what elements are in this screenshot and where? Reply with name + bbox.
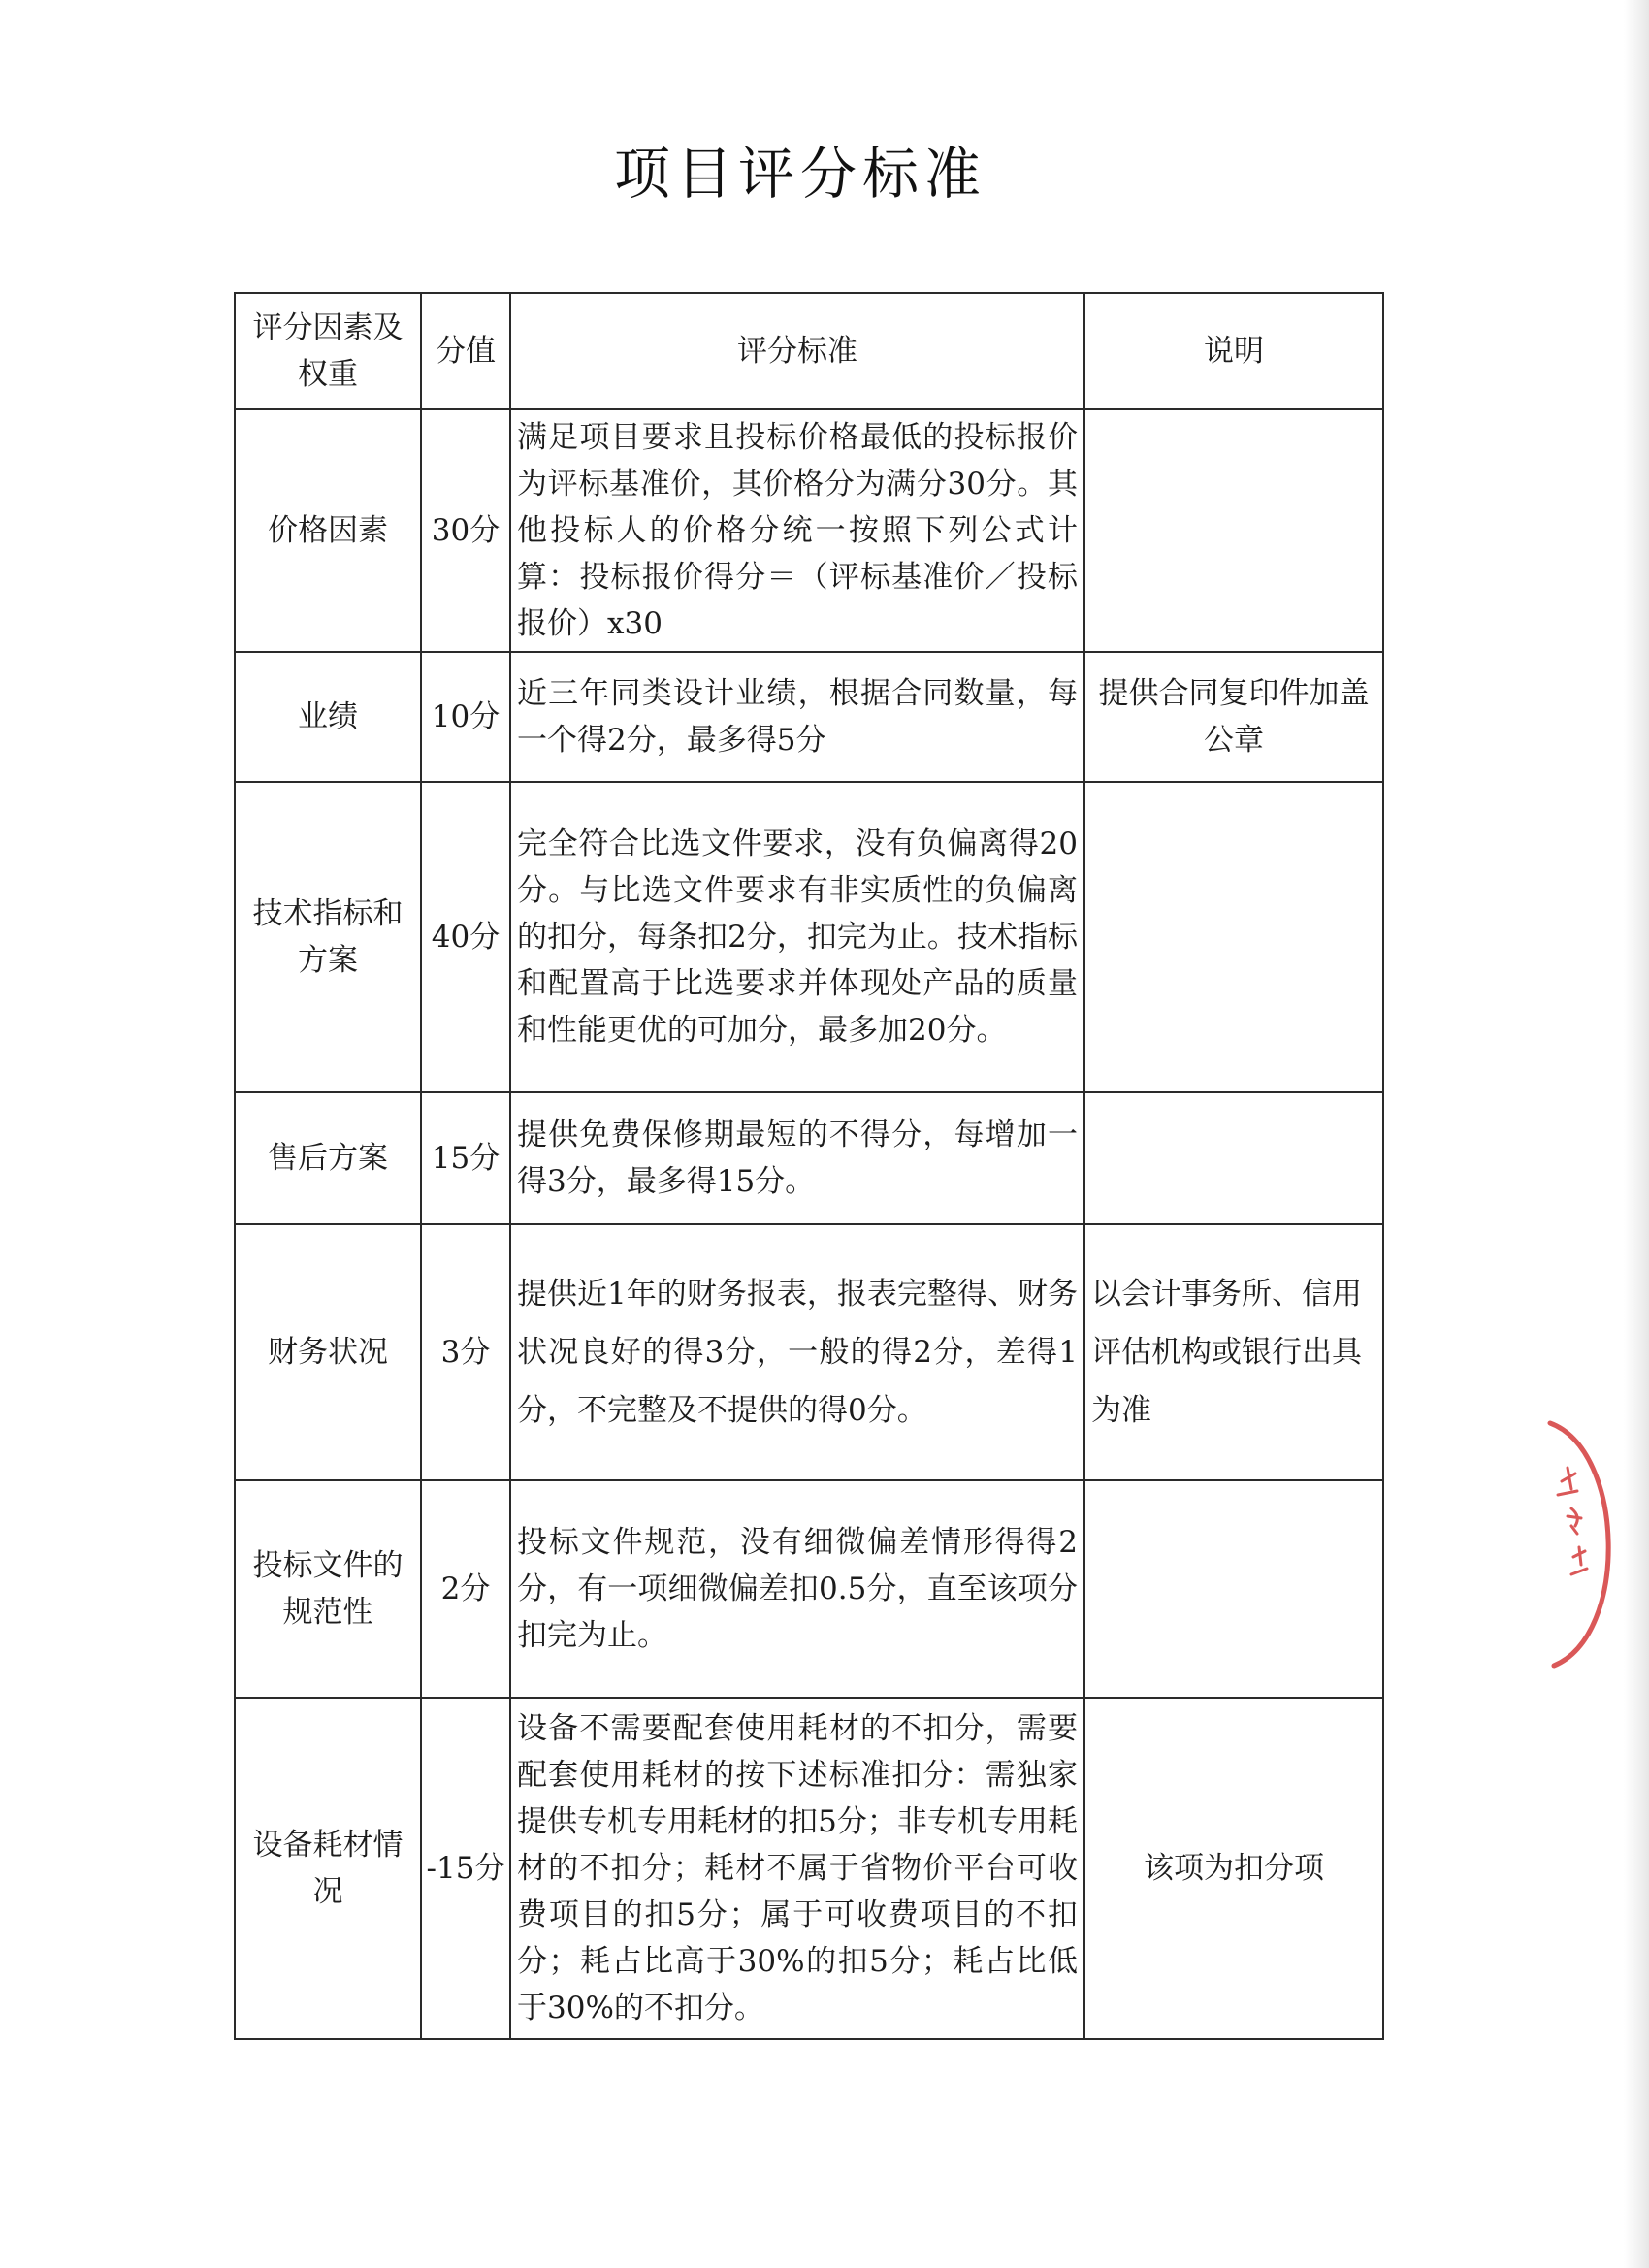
row-factor: 财务状况 bbox=[235, 1224, 421, 1480]
row-value: 10分 bbox=[421, 652, 510, 782]
row-note bbox=[1084, 1480, 1383, 1698]
row-factor: 设备耗材情况 bbox=[235, 1698, 421, 2039]
red-seal-stamp bbox=[1533, 1411, 1620, 1673]
table-header-row bbox=[235, 293, 1383, 409]
header-value: 分值 bbox=[421, 293, 510, 409]
header-standard: 评分标准 bbox=[510, 293, 1084, 409]
row-value: 2分 bbox=[421, 1480, 510, 1698]
row-factor: 售后方案 bbox=[235, 1092, 421, 1224]
row-standard: 近三年同类设计业绩，根据合同数量，每一个得2分，最多得5分 bbox=[510, 652, 1084, 782]
table-row-finance bbox=[235, 1224, 1383, 1480]
row-note bbox=[1084, 1092, 1383, 1224]
row-factor: 业绩 bbox=[235, 652, 421, 782]
table-row-performance bbox=[235, 652, 1383, 782]
row-note bbox=[1084, 782, 1383, 1092]
row-standard: 设备不需要配套使用耗材的不扣分，需要配套使用耗材的按下述标准扣分：需独家提供专机专用耗材的扣5分；非专机专用耗材的不扣分；耗材不属于省物价平台可收费项目的扣5分；属于可收费项目的不扣分；耗占比高于30%的扣5分；耗占比低于30%的不扣分。 bbox=[510, 1698, 1084, 2039]
row-factor: 技术指标和方案 bbox=[235, 782, 421, 1092]
row-factor: 价格因素 bbox=[235, 409, 421, 652]
row-note: 该项为扣分项 bbox=[1084, 1698, 1383, 2039]
row-note: 提供合同复印件加盖公章 bbox=[1084, 652, 1383, 782]
row-value: 3分 bbox=[421, 1224, 510, 1480]
row-standard: 提供免费保修期最短的不得分，每增加一得3分，最多得15分。 bbox=[510, 1092, 1084, 1224]
row-standard: 满足项目要求且投标价格最低的投标报价为评标基准价，其价格分为满分30分。其他投标人的价格分统一按照下列公式计算：投标报价得分＝（评标基准价／投标报价）x30 bbox=[510, 409, 1084, 652]
row-value: 30分 bbox=[421, 409, 510, 652]
header-note: 说明 bbox=[1084, 293, 1383, 409]
table-row-document bbox=[235, 1480, 1383, 1698]
page-edge-shadow bbox=[1624, 0, 1649, 2268]
row-factor: 投标文件的规范性 bbox=[235, 1480, 421, 1698]
table-row-price bbox=[235, 409, 1383, 652]
header-factor: 评分因素及权重 bbox=[235, 293, 421, 409]
row-note bbox=[1084, 409, 1383, 652]
page-title: 项目评分标准 bbox=[613, 141, 986, 207]
row-value: -15分 bbox=[421, 1698, 510, 2039]
row-value: 15分 bbox=[421, 1092, 510, 1224]
row-standard: 提供近1年的财务报表，报表完整得、财务状况良好的得3分，一般的得2分，差得1分，不完整及不提供的得0分。 bbox=[510, 1224, 1084, 1480]
table-row-after-sales bbox=[235, 1092, 1383, 1224]
row-value: 40分 bbox=[421, 782, 510, 1092]
table-row-consumables bbox=[235, 1698, 1383, 2039]
row-standard: 完全符合比选文件要求，没有负偏离得20分。与比选文件要求有非实质性的负偏离的扣分，每条扣2分，扣完为止。技术指标和配置高于比选要求并体现处产品的质量和性能更优的可加分，最多加20分。 bbox=[510, 782, 1084, 1092]
scoring-table bbox=[234, 292, 1384, 2040]
row-standard: 投标文件规范，没有细微偏差情形得得2分，有一项细微偏差扣0.5分，直至该项分扣完为止。 bbox=[510, 1480, 1084, 1698]
row-note: 以会计事务所、信用评估机构或银行出具为准 bbox=[1084, 1224, 1383, 1480]
table-row-technical bbox=[235, 782, 1383, 1092]
